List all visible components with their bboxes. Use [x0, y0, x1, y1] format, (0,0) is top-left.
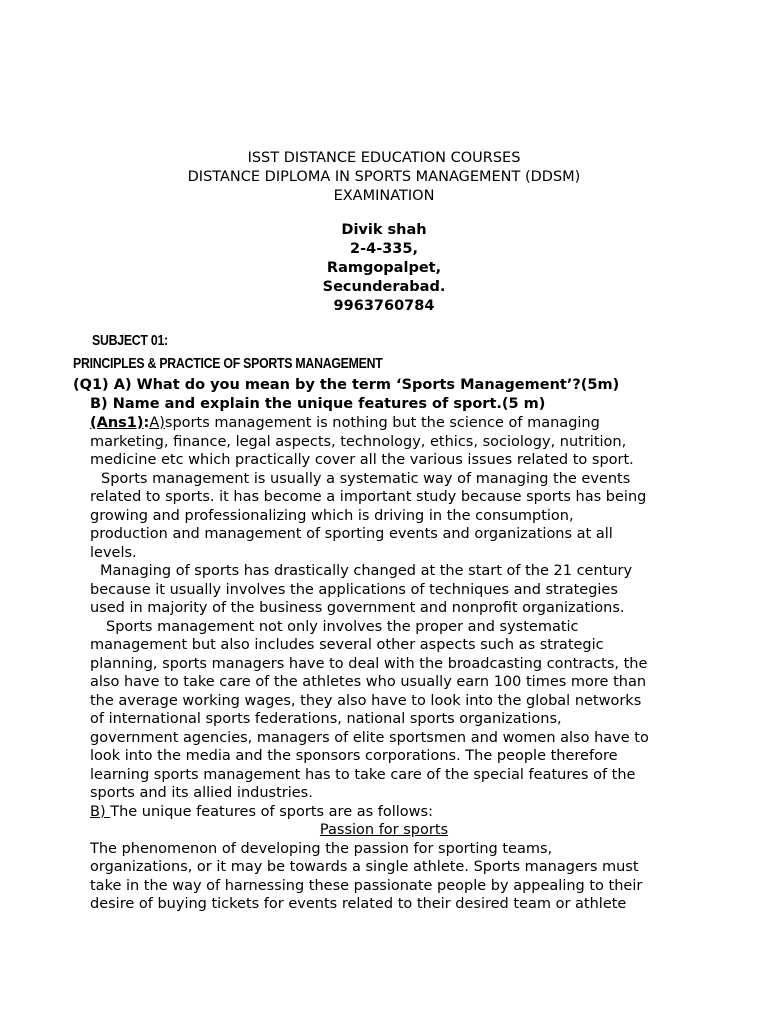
part-b-intro: The unique features of sports are as follows:	[110, 803, 433, 820]
answer-text-line: look into the media and the sponsors corporations. The people therefore	[90, 748, 618, 764]
answer-text-line: of international sports federations, national sports organizations,	[90, 711, 562, 727]
author-block	[0, 221, 768, 316]
answer-text-line: levels.	[90, 544, 137, 561]
answer-text-line: The phenomenon of developing the passion for sporting teams,	[90, 840, 553, 857]
answer-text-line: organizations, or it may be towards a single athlete. Sports managers must	[90, 859, 639, 875]
answer-colon: :	[143, 415, 150, 431]
answer-text-line: the average working wages, they also have to look into the global networks	[90, 692, 642, 709]
answer-text-line: growing and professionalizing which is driving in the consumption,	[90, 507, 574, 524]
header-line-institute: ISST DISTANCE EDUCATION COURSES	[247, 150, 521, 166]
subject-title: PRINCIPLES & PRACTICE OF SPORTS MANAGEMENT	[73, 355, 383, 372]
header-line-course: DISTANCE DIPLOMA IN SPORTS MANAGEMENT (DDSM)	[187, 169, 581, 185]
part-b-intro-line	[90, 803, 690, 822]
answer-text-line: related to sports. it has become a important study because sports has being	[90, 489, 647, 505]
answer-label: (Ans1)	[90, 415, 144, 431]
answer-first-line	[90, 414, 690, 433]
header-line-exam: EXAMINATION	[333, 188, 435, 204]
answer-text-line: planning, sports managers have to deal with the broadcasting contracts, the	[90, 655, 648, 672]
author-address-3: Secunderabad.	[322, 279, 446, 295]
author-address-2: Ramgopalpet,	[326, 260, 442, 276]
answer-text-line: marketing, finance, legal aspects, technology, ethics, sociology, nutrition,	[90, 433, 627, 450]
question-1a: (Q1) A) What do you mean by the term ‘Sports Management’?(5m)	[73, 377, 620, 393]
answer-text-line: used in majority of the business government and nonprofit organizations.	[90, 600, 625, 616]
answer-text-line: sports management is nothing but the science of managing	[164, 415, 600, 431]
author-phone: 9963760784	[333, 298, 435, 314]
answer-text-line: desire of buying tickets for events related to their desired team or athlete	[90, 896, 627, 912]
answer-text-line: sports and its allied industries.	[90, 785, 313, 801]
section-heading-passion: Passion for sports	[319, 822, 449, 838]
answer-text-line: take in the way of harnessing these passionate people by appealing to their	[90, 877, 643, 894]
document-header	[0, 149, 768, 206]
author-name: Divik shah	[341, 222, 427, 238]
answer-text-line: Sports management not only involves the proper and systematic	[106, 618, 579, 635]
subject-number: SUBJECT 01:	[92, 332, 168, 349]
answer-text-line: government agencies, managers of elite sportsmen and women also have to	[90, 729, 649, 746]
answer-text-line: Managing of sports has drastically changed at the start of the 21 century	[100, 563, 633, 579]
author-address-1: 2-4-335,	[350, 241, 418, 257]
answer-part-b-label: B)	[90, 803, 111, 820]
answer-text-line: because it usually involves the applications of techniques and strategies	[90, 581, 618, 598]
answer-text-line: production and management of sporting events and organizations at all	[90, 526, 613, 542]
answer-text-line: medicine etc which practically cover all the various issues related to sport.	[90, 452, 634, 468]
answer-text-line: learning sports management has to take care of the special features of the	[90, 766, 636, 783]
answer-part-a-label: A)	[149, 415, 165, 431]
answer-text-line: Sports management is usually a systematic way of managing the events	[101, 470, 631, 487]
answer-body	[90, 414, 690, 914]
answer-text-line: management but also includes several other aspects such as strategic	[90, 637, 604, 653]
question-1b: B) Name and explain the unique features of sport.(5 m)	[90, 396, 546, 412]
answer-text-line: also have to take care of the athletes who usually earn 100 times more than	[90, 674, 647, 690]
